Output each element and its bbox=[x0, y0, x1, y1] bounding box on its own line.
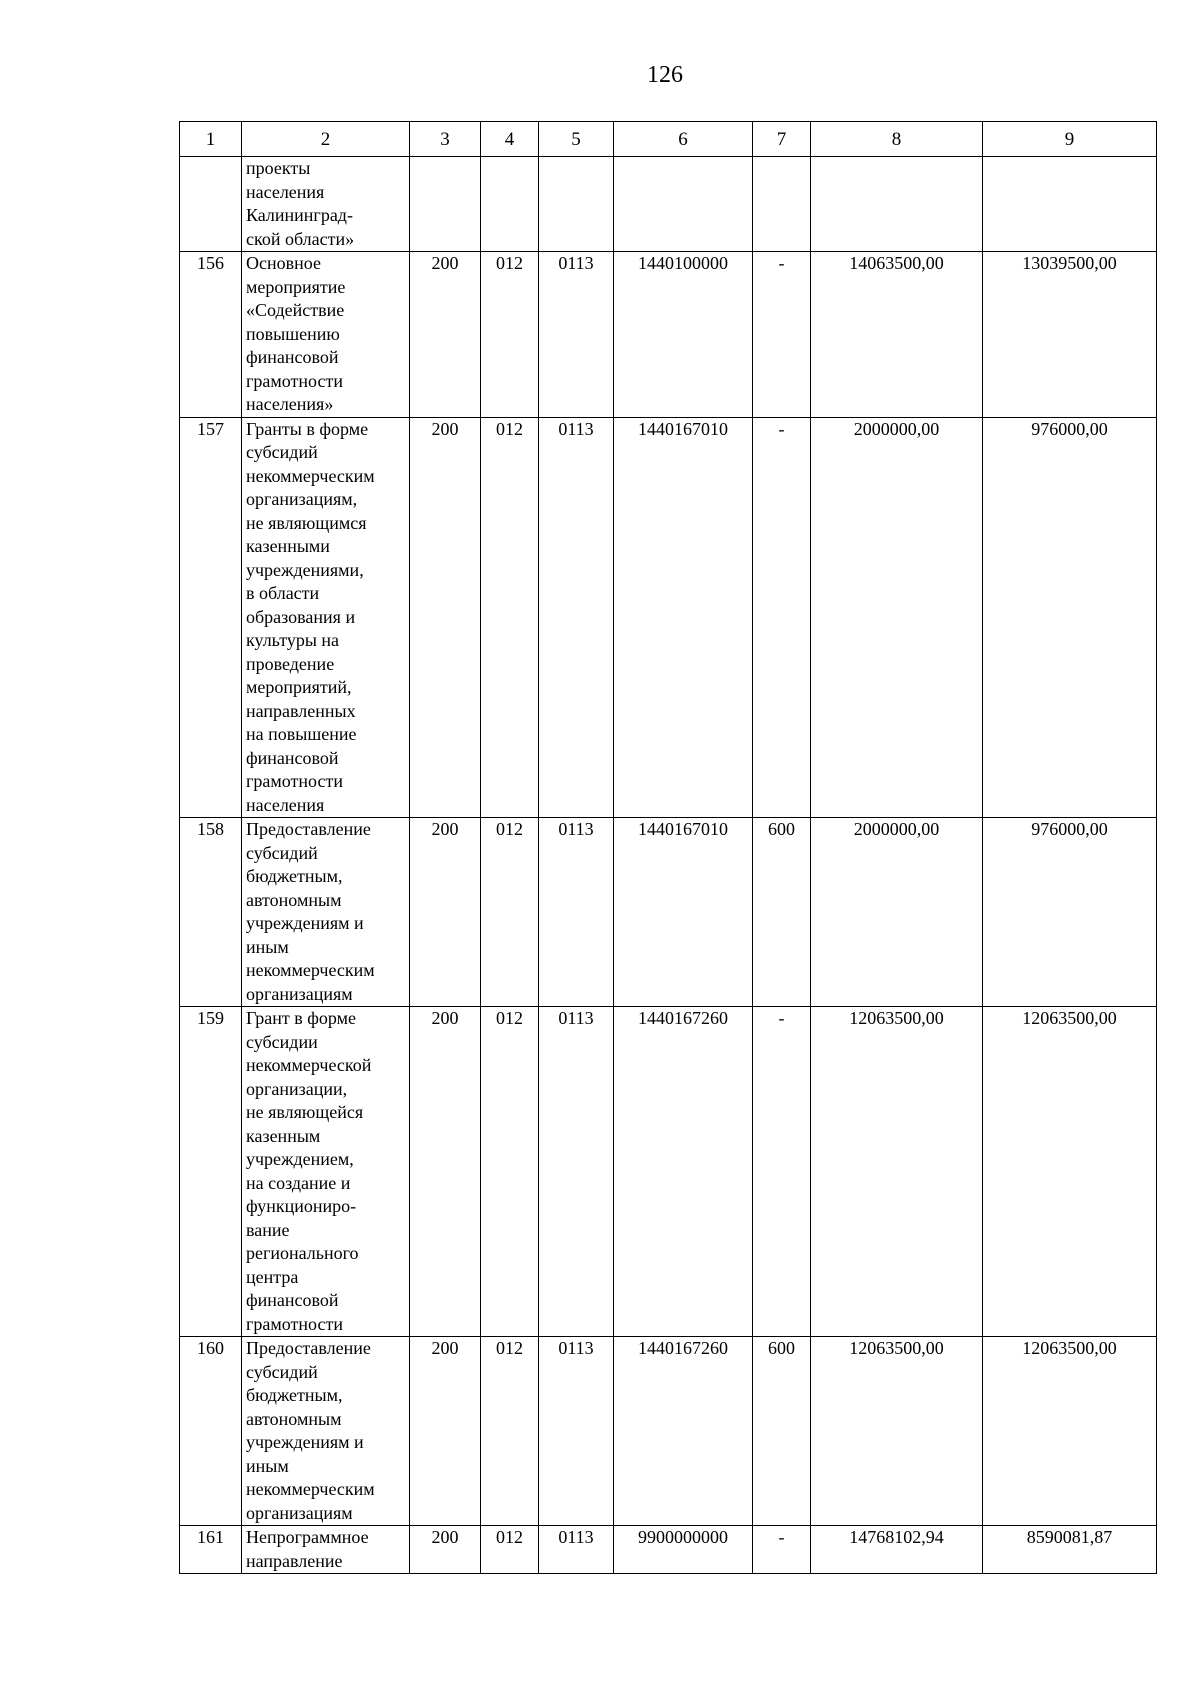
amount-col9-cell: 12063500,00 bbox=[983, 1337, 1157, 1526]
description-line: Гранты в форме bbox=[246, 418, 369, 439]
description-line: ской области» bbox=[246, 228, 355, 249]
description-cell bbox=[242, 252, 410, 418]
description-line: казенным bbox=[246, 1125, 321, 1146]
expense-type-cell: - bbox=[753, 1526, 811, 1574]
description-line: проекты bbox=[246, 158, 311, 178]
description-line: учреждениям и bbox=[246, 913, 364, 933]
description-line: автономным bbox=[246, 889, 342, 910]
header-cell-6: 6 bbox=[614, 122, 753, 157]
subsection-code-cell: 0113 bbox=[539, 417, 614, 818]
table-row bbox=[180, 417, 1157, 818]
expense-type-cell: - bbox=[753, 1007, 811, 1337]
description-line: регионального bbox=[246, 1243, 359, 1263]
amount-col8-cell: 12063500,00 bbox=[811, 1007, 983, 1337]
amount-col8-cell: 12063500,00 bbox=[811, 1337, 983, 1526]
description-line: не являющейся bbox=[246, 1102, 364, 1122]
row-number-cell: 161 bbox=[180, 1526, 242, 1574]
row-number-cell: 157 bbox=[180, 417, 242, 818]
description-line: учреждением, bbox=[246, 1149, 354, 1169]
ministry-code-cell: 012 bbox=[481, 252, 539, 418]
amount-col9-cell: 976000,00 bbox=[983, 417, 1157, 818]
description-line: направление bbox=[246, 1550, 343, 1571]
description-line: грамотности bbox=[246, 370, 343, 391]
row-number-cell bbox=[180, 157, 242, 252]
description-cell bbox=[242, 818, 410, 1007]
description-line: автономным bbox=[246, 1408, 342, 1429]
target-article-cell: 1440167010 bbox=[614, 417, 753, 818]
ministry-code-cell: 012 bbox=[481, 417, 539, 818]
section-code-cell: 200 bbox=[410, 417, 481, 818]
amount-col8-cell bbox=[811, 157, 983, 252]
table-body bbox=[180, 157, 1157, 1574]
description-line: Калининград- bbox=[246, 205, 353, 225]
description-line: вание bbox=[246, 1219, 290, 1240]
description-line: культуры на bbox=[246, 630, 340, 650]
description-line: населения bbox=[246, 181, 325, 202]
amount-col9-cell: 976000,00 bbox=[983, 818, 1157, 1007]
description-line: учреждениями, bbox=[246, 559, 364, 580]
expense-type-cell: 600 bbox=[753, 1337, 811, 1526]
amount-col8-cell: 14768102,94 bbox=[811, 1526, 983, 1574]
section-code-cell: 200 bbox=[410, 252, 481, 418]
amount-col9-cell: 8590081,87 bbox=[983, 1526, 1157, 1574]
amount-col9-cell bbox=[983, 157, 1157, 252]
ministry-code-cell: 012 bbox=[481, 1526, 539, 1574]
description-line: финансовой bbox=[246, 747, 339, 768]
subsection-code-cell: 0113 bbox=[539, 252, 614, 418]
target-article-cell: 9900000000 bbox=[614, 1526, 753, 1574]
description-cell bbox=[242, 1337, 410, 1526]
description-line: бюджетным, bbox=[246, 1385, 343, 1405]
description-line: субсидий bbox=[246, 842, 318, 863]
description-line: субсидий bbox=[246, 1361, 318, 1382]
table-row bbox=[180, 1337, 1157, 1526]
description-line: финансовой bbox=[246, 1290, 339, 1310]
amount-col8-cell: 2000000,00 bbox=[811, 417, 983, 818]
table-row bbox=[180, 1526, 1157, 1574]
section-code-cell: 200 bbox=[410, 1007, 481, 1337]
description-line: населения bbox=[246, 794, 325, 815]
budget-table bbox=[179, 121, 1157, 1574]
subsection-code-cell: 0113 bbox=[539, 818, 614, 1007]
ministry-code-cell bbox=[481, 157, 539, 252]
header-cell-3: 3 bbox=[410, 122, 481, 157]
description-cell bbox=[242, 1007, 410, 1337]
description-line: направленных bbox=[246, 700, 356, 721]
description-line: проведение bbox=[246, 653, 335, 674]
amount-col8-cell: 14063500,00 bbox=[811, 252, 983, 418]
description-line: Непрограммное bbox=[246, 1527, 369, 1547]
description-line: функциониро- bbox=[246, 1196, 357, 1216]
description-line: Предоставление bbox=[246, 819, 371, 839]
description-line: организациям, bbox=[246, 489, 358, 509]
amount-col9-cell: 12063500,00 bbox=[983, 1007, 1157, 1337]
description-line: организациям bbox=[246, 1502, 353, 1523]
description-line: мероприятие bbox=[246, 276, 346, 297]
description-line: иным bbox=[246, 936, 289, 957]
subsection-code-cell: 0113 bbox=[539, 1337, 614, 1526]
row-number-cell: 159 bbox=[180, 1007, 242, 1337]
description-line: финансовой bbox=[246, 347, 339, 367]
section-code-cell: 200 bbox=[410, 818, 481, 1007]
description-line: мероприятий, bbox=[246, 677, 352, 697]
description-line: повышению bbox=[246, 323, 340, 344]
description-cell bbox=[242, 417, 410, 818]
description-line: грамотности bbox=[246, 1313, 343, 1334]
section-code-cell: 200 bbox=[410, 1526, 481, 1574]
description-line: на повышение bbox=[246, 724, 357, 744]
header-row bbox=[180, 122, 1157, 157]
amount-col9-cell: 13039500,00 bbox=[983, 252, 1157, 418]
description-line: грамотности bbox=[246, 771, 343, 791]
table-row bbox=[180, 1007, 1157, 1337]
description-line: некоммерческим bbox=[246, 960, 375, 980]
target-article-cell bbox=[614, 157, 753, 252]
ministry-code-cell: 012 bbox=[481, 1007, 539, 1337]
table-row bbox=[180, 252, 1157, 418]
row-number-cell: 160 bbox=[180, 1337, 242, 1526]
header-cell-5: 5 bbox=[539, 122, 614, 157]
expense-type-cell: - bbox=[753, 252, 811, 418]
section-code-cell bbox=[410, 157, 481, 252]
expense-type-cell bbox=[753, 157, 811, 252]
description-line: населения» bbox=[246, 394, 334, 414]
header-cell-9: 9 bbox=[983, 122, 1157, 157]
description-line: организациям bbox=[246, 983, 353, 1004]
subsection-code-cell: 0113 bbox=[539, 1007, 614, 1337]
description-line: «Содействие bbox=[246, 300, 345, 320]
description-line: Грант в форме bbox=[246, 1008, 357, 1028]
target-article-cell: 1440167260 bbox=[614, 1337, 753, 1526]
amount-col8-cell: 2000000,00 bbox=[811, 818, 983, 1007]
description-line: не являющимся bbox=[246, 512, 367, 533]
subsection-code-cell: 0113 bbox=[539, 1526, 614, 1574]
description-cell bbox=[242, 157, 410, 252]
description-line: казенными bbox=[246, 536, 330, 556]
description-line: Основное bbox=[246, 253, 321, 273]
target-article-cell: 1440167010 bbox=[614, 818, 753, 1007]
page-number: 126 bbox=[647, 62, 683, 88]
target-article-cell: 1440167260 bbox=[614, 1007, 753, 1337]
description-line: Предоставление bbox=[246, 1338, 371, 1358]
header-cell-4: 4 bbox=[481, 122, 539, 157]
expense-type-cell: 600 bbox=[753, 818, 811, 1007]
row-number-cell: 156 bbox=[180, 252, 242, 418]
header-cell-8: 8 bbox=[811, 122, 983, 157]
header-cell-1: 1 bbox=[180, 122, 242, 157]
table-row bbox=[180, 818, 1157, 1007]
description-cell bbox=[242, 1526, 410, 1574]
description-line: некоммерческим bbox=[246, 465, 375, 486]
ministry-code-cell: 012 bbox=[481, 1337, 539, 1526]
description-line: иным bbox=[246, 1455, 289, 1476]
description-line: субсидий bbox=[246, 442, 318, 462]
target-article-cell: 1440100000 bbox=[614, 252, 753, 418]
description-line: некоммерческим bbox=[246, 1479, 375, 1499]
description-line: организации, bbox=[246, 1078, 348, 1099]
ministry-code-cell: 012 bbox=[481, 818, 539, 1007]
description-line: учреждениям и bbox=[246, 1432, 364, 1452]
description-line: образования и bbox=[246, 606, 356, 627]
description-line: на создание и bbox=[246, 1172, 351, 1193]
row-number-cell: 158 bbox=[180, 818, 242, 1007]
description-line: субсидии bbox=[246, 1031, 318, 1052]
description-line: бюджетным, bbox=[246, 866, 343, 886]
description-line: в области bbox=[246, 583, 320, 603]
expense-type-cell: - bbox=[753, 417, 811, 818]
subsection-code-cell bbox=[539, 157, 614, 252]
table-row bbox=[180, 157, 1157, 252]
description-line: некоммерческой bbox=[246, 1055, 372, 1075]
header-cell-7: 7 bbox=[753, 122, 811, 157]
section-code-cell: 200 bbox=[410, 1337, 481, 1526]
description-line: центра bbox=[246, 1266, 299, 1287]
header-cell-2: 2 bbox=[242, 122, 410, 157]
